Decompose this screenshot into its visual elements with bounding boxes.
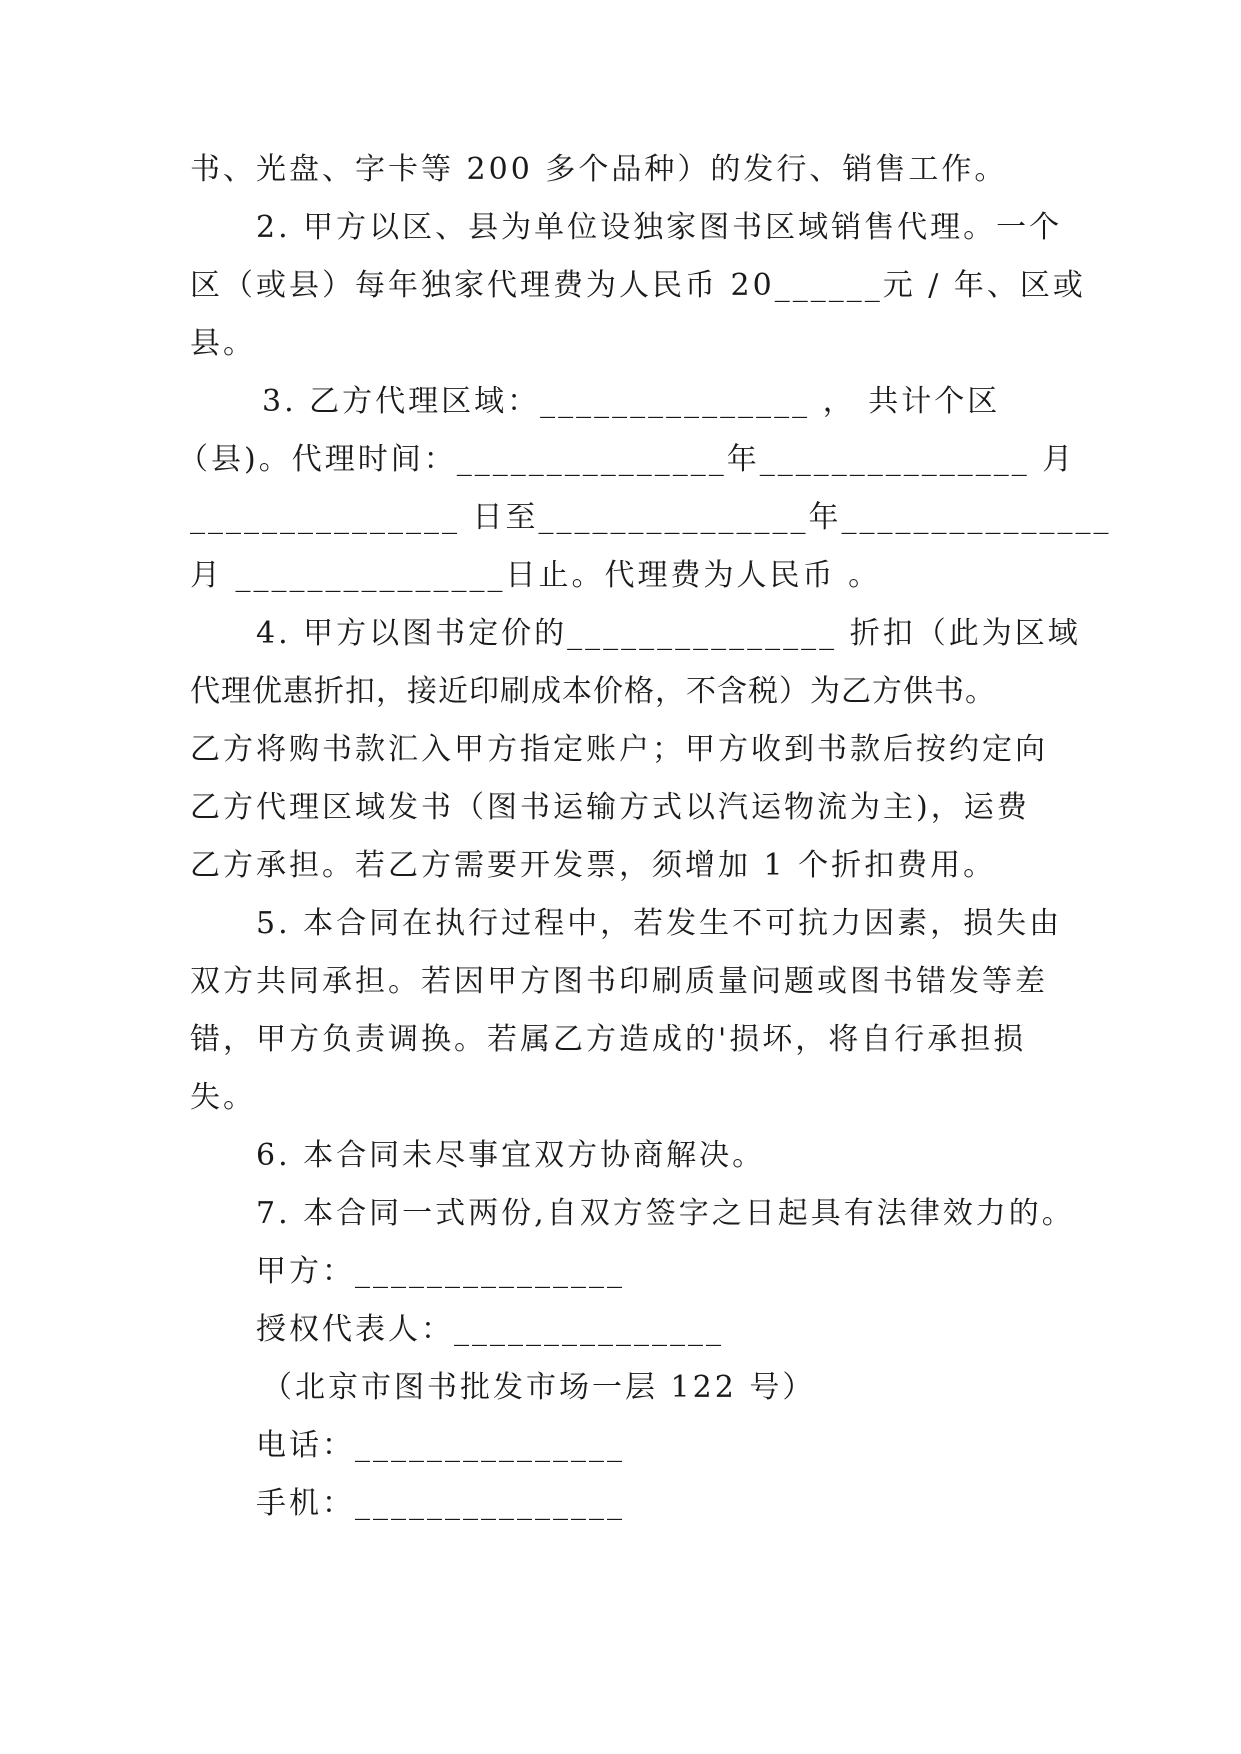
party-a-line: 甲方：_______________ xyxy=(256,1254,625,1289)
text-line: （县)。代理时间：_______________年_______________ 月 xyxy=(178,442,1076,477)
text-line: 乙方承担。若乙方需要开发票，须增加 1 个折扣费用。 xyxy=(190,848,997,883)
authorized-rep-line: 授权代表人：_______________ xyxy=(256,1312,724,1347)
phone-line: 电话：_______________ xyxy=(256,1428,625,1463)
text-line: 失。 xyxy=(190,1080,256,1115)
text-line: 双方共同承担。若因甲方图书印刷质量问题或图书错发等差 xyxy=(190,964,1048,999)
clause-5: 5. 本合同在执行过程中，若发生不可抗力因素，损失由 xyxy=(256,906,1063,941)
text-line: 月 _______________日止。代理费为人民币 。 xyxy=(190,558,882,593)
text-line: 乙方代理区域发书（图书运输方式以汽运物流为主)，运费 xyxy=(190,790,1030,825)
text-line: 错，甲方负责调换。若属乙方造成的'损坏，将自行承担损 xyxy=(190,1022,1027,1057)
clause-3: 3. 乙方代理区域：_______________ ， 共计个区 xyxy=(262,384,1001,419)
text-line: 代理优惠折扣，接近印刷成本价格，不含税）为乙方供书。 xyxy=(190,674,996,709)
clause-4: 4. 甲方以图书定价的_______________ 折扣（此为区域 xyxy=(256,616,1081,651)
text-line: 乙方将购书款汇入甲方指定账户；甲方收到书款后按约定向 xyxy=(190,732,1048,767)
address-line: （北京市图书批发市场一层 122 号） xyxy=(262,1370,816,1405)
text-line: _______________ 日至_______________年_______________ xyxy=(190,500,1112,535)
clause-6: 6. 本合同未尽事宜双方协商解决。 xyxy=(256,1138,766,1173)
text-line: 区（或县）每年独家代理费为人民币 20______元 / 年、区或 xyxy=(190,268,1086,303)
text-line: 县。 xyxy=(190,326,256,361)
clause-2: 2. 甲方以区、县为单位设独家图书区域销售代理。一个 xyxy=(256,210,1063,245)
text-line: 书、光盘、字卡等 200 多个品种）的发行、销售工作。 xyxy=(190,152,1008,187)
clause-7: 7. 本合同一式两份,自双方签字之日起具有法律效力的。 xyxy=(256,1196,1075,1231)
mobile-line: 手机：_______________ xyxy=(256,1486,625,1521)
